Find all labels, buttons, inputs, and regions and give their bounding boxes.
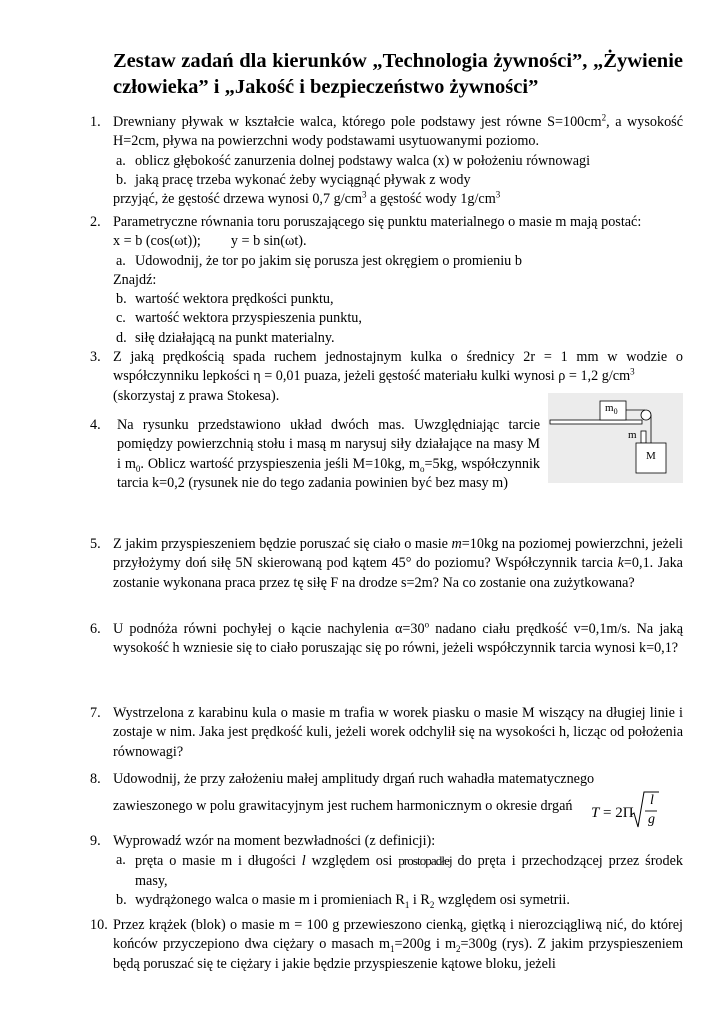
item-letter: c. <box>116 310 126 327</box>
item-text: wydrążonego walca o masie m i promieniach R <box>135 891 405 908</box>
item-text: wartość wektora przyspieszenia punktu, <box>135 310 362 327</box>
q1-text: Drewniany pływak w kształcie walca, którego pole podstawy jest równe S=100cm <box>113 114 602 130</box>
item-text: i R <box>409 891 430 908</box>
q1-item-b <box>116 171 683 190</box>
variable-m: m <box>451 536 462 552</box>
q6-text: nadano ciału prędkość v=0,1m/s. Na jaką wysokość h wzniesie się to ciało poruszając się po równi, jeżeli współczynnik tarcia wynosi k=0,1? <box>113 621 683 657</box>
question-number: 3. <box>90 349 101 365</box>
item-text: siłę działającą na punkt materialny. <box>135 329 335 346</box>
variable-k: k <box>617 555 624 572</box>
two-masses-figure <box>548 393 683 483</box>
q7-text: Wystrzelona z karabinu kula o masie m trafia w worek piasku o masie M wiszący na długiej linie i zostaje w nim. Jaka jest prędkość kuli, jeżeli worek odchylił się na wysokości h, licząc od położenia równowagi? <box>113 705 683 760</box>
document-title: Zestaw zadań dla kierunków „Technologia żywności”, „Żywienie człowieka” i „Jakość i bezpieczeństwo żywności” <box>113 50 683 98</box>
q9-item-b <box>116 891 683 910</box>
q8-text-cont: zawieszonego w polu grawitacyjnym jest ruchem harmonicznym o okresie drgań <box>113 798 573 815</box>
subscript: 0 <box>135 463 141 474</box>
item-letter: b. <box>116 171 127 188</box>
q2-text: Parametryczne równania toru poruszającego się punktu materialnego o masie m mają postać: <box>113 214 642 230</box>
subscript: 2 <box>429 899 435 910</box>
question-1 <box>90 113 683 209</box>
q2-item-d <box>116 329 683 348</box>
item-text: jaką pracę trzeba wykonać żeby wyciągnąć pływak z wody <box>135 171 471 188</box>
item-letter: d. <box>116 329 127 346</box>
q1-tail-text: przyjąć, że gęstość drzewa wynosi 0,7 g/cm <box>113 191 362 208</box>
item-letter: a. <box>116 852 126 869</box>
subscript: o <box>419 463 425 474</box>
q10-text: Przez krążek (blok) o masie m = 100 g przewieszono cienką, giętką i nierozciągliwą nić, do której końców przyczepiono dwa ciężary o masach m <box>113 917 683 953</box>
item-letter: a. <box>116 152 126 169</box>
figure-label-m: m <box>628 429 637 441</box>
q5-text: Z jakim przyspieszeniem będzie poruszać się ciało o masie <box>113 536 452 552</box>
equation-y: y = b sin(ωt). <box>230 233 307 250</box>
question-number: 4. <box>90 417 101 433</box>
item-text: do pręta i przechodzącej przez środek masy, <box>135 853 683 889</box>
figure-label-M: M <box>646 450 656 462</box>
q1-text-cont: , a wysokość H=2cm, pływa na powierzchni wody podstawami usytuowanymi poziomo. <box>113 114 683 150</box>
q3-note: (skorzystaj z prawa Stokesa). <box>113 387 280 404</box>
question-number: 6. <box>90 621 101 637</box>
period-formula <box>591 791 661 831</box>
equation-x: x = b (cos(ωt)); <box>113 233 201 250</box>
q3-text: Z jaką prędkością spada ruchem jednostajnym kulka o średnicy 2r = 1 mm w wodzie o współczynniku lepkości η = 0,01 puaza, jeżeli gęstość materiału kulki wynosi ρ = 1,2 g/cm <box>113 349 683 385</box>
question-number: 5. <box>90 536 101 552</box>
formula-l: l <box>650 793 654 808</box>
q2-item-c <box>116 309 683 328</box>
q6-text: U podnóża równi pochyłej o kącie nachylenia α=30 <box>113 621 425 637</box>
question-7 <box>90 704 683 762</box>
question-number: 1. <box>90 114 101 130</box>
subscript: 1 <box>404 899 410 910</box>
item-text: pręta o masie m i długości <box>135 853 302 870</box>
question-5 <box>90 535 683 593</box>
q1-tail <box>113 190 683 209</box>
variable-l: l <box>301 853 306 870</box>
question-2 <box>90 213 683 348</box>
q8-text: Udowodnij, że przy założeniu małej amplitudy drgań ruch wahadła matematycznego <box>113 771 595 787</box>
question-number: 2. <box>90 214 101 230</box>
q2-item-b <box>116 290 683 309</box>
formula-T: T <box>591 805 600 821</box>
superscript: o <box>424 619 430 630</box>
q4-text: =5kg, współczynnik tarcia k=0,2 (rysunek nie do tego zadania powinien być bez masy m) <box>117 455 540 491</box>
q9-item-a <box>116 851 683 891</box>
question-number: 10. <box>90 917 108 933</box>
item-text: względem osi symetrii. <box>434 891 570 908</box>
item-text: wartość wektora prędkości punktu, <box>135 291 334 308</box>
q1-item-a <box>116 152 683 171</box>
question-number: 9. <box>90 833 101 849</box>
formula-g: g <box>648 812 655 827</box>
q5-text: =10kg na poziomej powierzchni, jeżeli przyłożymy doń siłę 5N skierowaną pod kątem 45° do poziomu? Współczynnik tarcia <box>113 536 683 572</box>
subscript: 2 <box>456 944 461 955</box>
figure-label-text: m <box>605 402 614 414</box>
question-number: 8. <box>90 771 101 787</box>
q9-text: Wyprowadź wzór na moment bezwładności (z definicji): <box>113 833 436 849</box>
q2-equations <box>113 232 683 251</box>
q4-text: Na rysunku przedstawiono układ dwóch mas. Uwzględniając tarcie pomiędzy powierzchnią stołu i masą m narysuj siły działające na masy M i m <box>117 417 540 472</box>
item-letter: b. <box>116 891 127 908</box>
item-letter: a. <box>116 252 126 269</box>
figure-label-m0 <box>605 402 618 417</box>
question-6 <box>90 620 683 659</box>
item-text: oblicz głębokość zanurzenia dolnej podstawy walca (x) w położeniu równowagi <box>135 152 591 169</box>
item-letter: b. <box>116 291 127 308</box>
item-text: Udowodnij, że tor po jakim się porusza jest okręgiem o promieniu b <box>135 252 522 269</box>
subscript: 0 <box>613 407 618 417</box>
q2-find-label: Znajdź: <box>113 271 157 288</box>
question-4 <box>90 416 540 493</box>
q10-text: =200g i m <box>394 936 456 953</box>
subscript: 1 <box>390 944 395 955</box>
q4-text: . Oblicz wartość przyspieszenia jeśli M=10kg, m <box>140 455 420 472</box>
superscript: 3 <box>495 189 501 200</box>
question-10 <box>90 916 683 974</box>
item-text: względem osi <box>305 853 399 870</box>
q5-text: =0,1. Jaka zostanie wykonana praca przez tę siłę F na drodze s=2m? Na co zostanie ona zużytkowana? <box>113 555 683 591</box>
question-number: 7. <box>90 705 101 721</box>
q10-text: =300g (rys). Z jakim przyspieszeniem będą poruszać się te ciężary i jakie będzie przyspieszenie kątowe bloku, jeżeli <box>113 936 684 972</box>
q2-item-a <box>116 252 683 271</box>
question-9 <box>90 832 683 910</box>
superscript: 2 <box>601 112 607 123</box>
superscript: 3 <box>361 189 367 200</box>
superscript: 3 <box>630 366 635 377</box>
item-text-condensed: prostopadłej <box>398 853 452 869</box>
q1-tail-text: a gęstość wody 1g/cm <box>366 191 496 208</box>
formula-equals: = 2Π <box>603 805 634 821</box>
